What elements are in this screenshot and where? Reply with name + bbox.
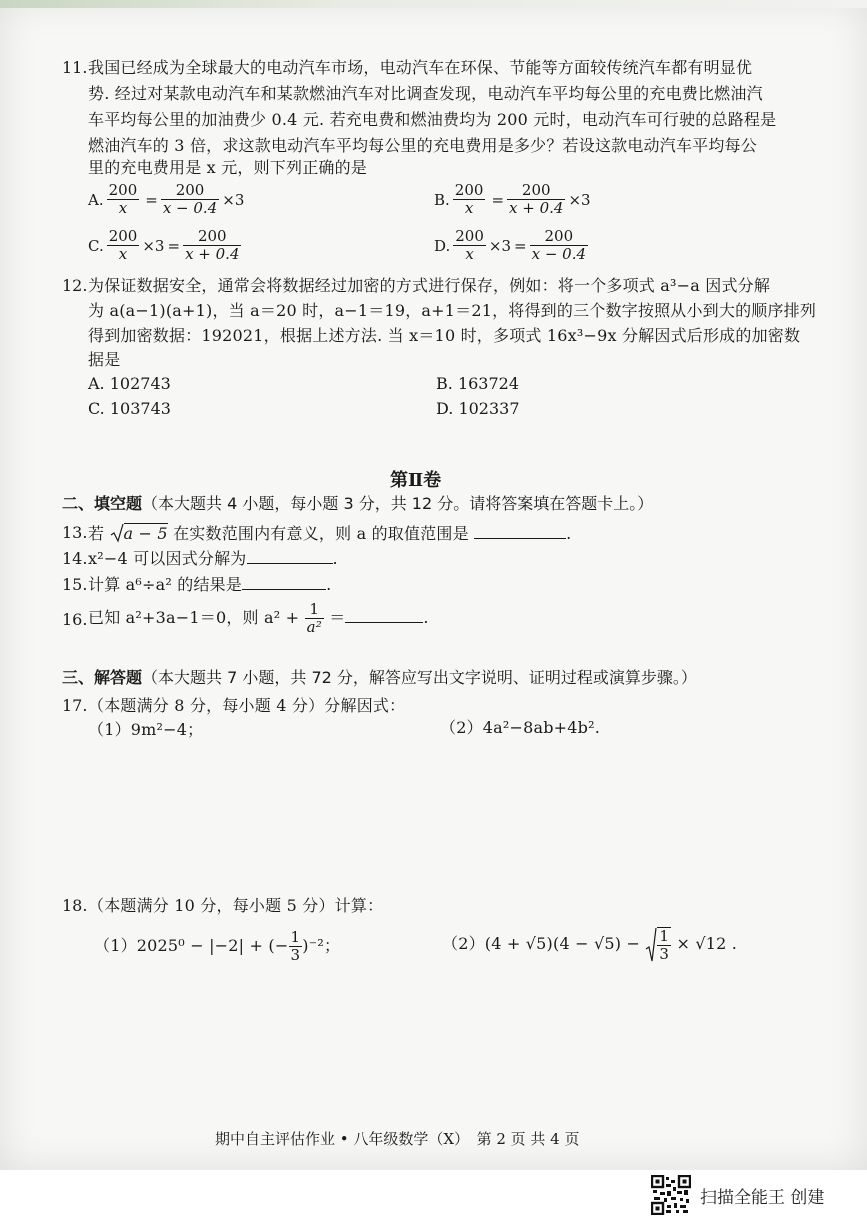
q12-line: 据是 xyxy=(88,350,121,369)
q16-number: 16. xyxy=(62,610,88,629)
qr-code-icon xyxy=(651,1175,691,1215)
scan-edge xyxy=(0,0,867,8)
q18-part1: （1）2025⁰ − |−2| + (− $\frac{1}{3}$ )⁻²； xyxy=(94,928,341,964)
q12-option-a: A. 102743 xyxy=(88,374,171,393)
q17-number: 17. xyxy=(62,696,88,715)
q12-line: 为 a(a−1)(a+1)，当 a＝20 时，a−1＝19，a+1＝21，将得到的三个数字按照从小到大的顺序排列 xyxy=(88,301,817,320)
q16-text: 已知 a²+3a−1＝0，则 a² + $\frac{1}{\text{a²}}$ ＝ . xyxy=(88,600,429,636)
section3-title: 三、解答题 xyxy=(62,668,143,687)
section2-header xyxy=(62,494,653,514)
q17-head: （本题满分 8 分，每小题 4 分）分解因式： xyxy=(88,696,406,715)
section3-note: （本大题共 7 小题，共 72 分，解答应写出文字说明、证明过程或演算步骤。） xyxy=(142,668,697,687)
section2-title: 二、填空题 xyxy=(62,494,143,513)
q18-part2: （2）(4 + √5)(4 − √5) − $\frac{1}{3}$ × √12 . xyxy=(442,926,738,963)
q18-head: （本题满分 10 分，每小题 5 分）计算： xyxy=(88,896,384,915)
q15-answer-blank xyxy=(242,589,326,590)
q15-number: 15. xyxy=(62,575,88,594)
q14-text: x²−4 可以因式分解为 . xyxy=(88,549,338,568)
q13-text: 若 a − 5 在实数范围内有意义，则 a 的取值范围是 . xyxy=(88,524,572,543)
q13-number: 13. xyxy=(62,523,88,542)
q14-number: 14. xyxy=(62,549,88,568)
q11-option-d: D. $\frac{200}{x}$ ×3 = $\frac{200}{x - 0.4}$ xyxy=(434,227,587,263)
q13-answer-blank xyxy=(474,538,566,539)
q12-line: 为保证数据安全，通常会将数据经过加密的方式进行保存，例如：将一个多项式 a³−a 因式分解 xyxy=(88,276,771,295)
scanner-label: 扫描全能王 创建 xyxy=(700,1188,825,1208)
q17-part2: （2）4a²−8ab+4b². xyxy=(440,718,601,737)
q16-answer-blank xyxy=(345,622,423,623)
sqrt-sign-icon xyxy=(645,927,657,963)
q14-answer-blank xyxy=(247,563,333,564)
q12-line: 得到加密数据：192021，根据上述方法. 当 x＝10 时，多项式 16x³−9x 分解因式后形成的加密数 xyxy=(88,326,801,345)
q12-option-b: B. 163724 xyxy=(436,374,520,393)
q12-option-d: D. 102337 xyxy=(436,399,520,418)
page-footer: 期中自主评估作业 • 八年级数学（X） 第 2 页 共 4 页 xyxy=(215,1130,580,1148)
section3-header xyxy=(62,668,697,688)
part2-title: 第Ⅱ卷 xyxy=(390,470,442,491)
q18-number: 18. xyxy=(62,896,88,915)
q11-number: 11. xyxy=(62,58,88,77)
q11-line: 里的充电费用是 x 元，则下列正确的是 xyxy=(88,158,367,177)
q12-number: 12. xyxy=(62,276,88,295)
sqrt-sign-icon xyxy=(110,523,124,543)
q11-line: 我国已经成为全球最大的电动汽车市场，电动汽车在环保、节能等方面较传统汽车都有明显优 xyxy=(88,58,753,77)
q11-line: 燃油汽车的 3 倍，求这款电动汽车平均每公里的充电费用是多少？若设这款电动汽车平均每公 xyxy=(88,136,757,155)
section2-note: （本大题共 4 小题，每小题 3 分，共 12 分。请将答案填在答题卡上。） xyxy=(142,494,654,513)
q11-line: 势. 经过对某款电动汽车和某款燃油汽车对比调查发现，电动汽车平均每公里的充电费比燃油汽 xyxy=(88,84,763,103)
q11-line: 车平均每公里的加油费少 0.4 元. 若充电费和燃油费均为 200 元时，电动汽车可行驶的总路程是 xyxy=(88,110,777,129)
q12-option-c: C. 103743 xyxy=(88,399,171,418)
q11-option-c: C. $\frac{200}{x}$ ×3 = $\frac{200}{x + 0.4}$ xyxy=(88,227,240,263)
q15-text: 计算 a⁶÷a² 的结果是 . xyxy=(88,575,332,594)
q11-option-a: A. $\frac{200}{x}$ = $\frac{200}{x - 0.4}$ ×3 xyxy=(88,181,245,217)
q17-part1: （1）9m²−4； xyxy=(88,720,204,739)
q11-option-b: B. $\frac{200}{x}$ = $\frac{200}{x + 0.4}$ ×3 xyxy=(434,181,591,217)
